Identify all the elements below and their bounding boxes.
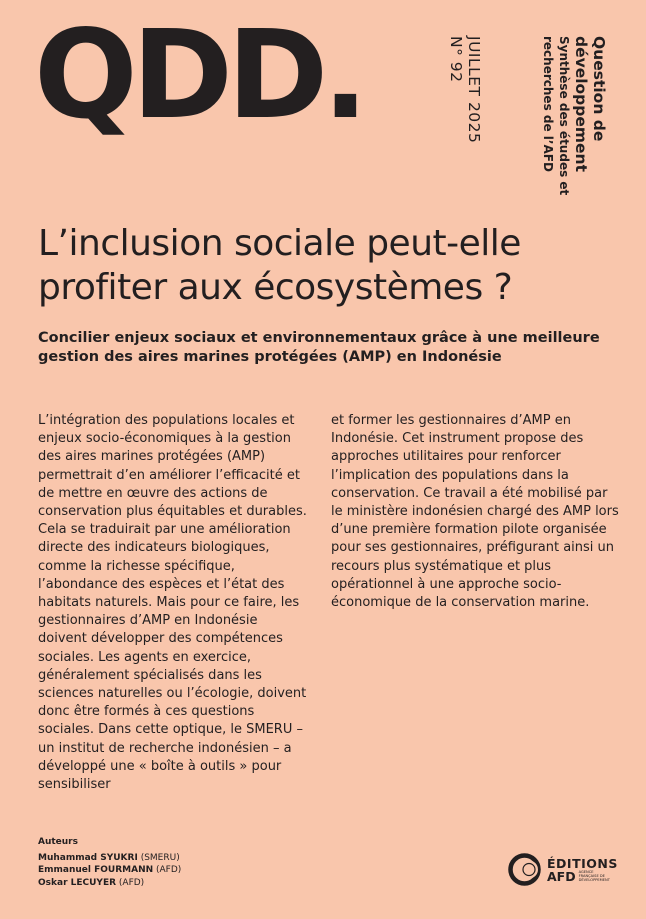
afd-ring-icon	[508, 853, 541, 886]
body-column-right: et former les gestionnaires d’AMP en Indonésie. Cet instrument propose des approches utilitaires pour renforcer l’implication des populations dans la conservation. Ce travail a été mobilisé par le ministère indonésien chargé des AMP lors d’une première formation pilote organisée pour ses gestionnaires, préfigurant ainsi un recours plus systématique et plus opérationnel à une approche socio-économique de la conservation marine.	[331, 413, 619, 611]
qdd-logo: QDD.	[34, 4, 363, 146]
publisher-tagline: AGENCE FRANÇAISE DE DÉVELOPPEMENT	[578, 870, 610, 882]
series-block	[540, 36, 608, 206]
author-name: Emmanuel FOURMANN	[38, 865, 154, 875]
authors-heading: Auteurs	[38, 837, 78, 847]
publisher-name-line2: AFD	[547, 868, 576, 884]
issue-date: JUILLET 2025	[465, 36, 483, 144]
series-title: Question de développement	[572, 36, 608, 172]
page-title: L’inclusion sociale peut-elle profiter aux écosystèmes ?	[38, 223, 521, 308]
series-subtitle: Synthèse des études et recherches de l’AFD	[541, 36, 571, 196]
issue-number: N° 92	[447, 36, 465, 83]
author-name: Muhammad SYUKRI	[38, 852, 138, 863]
authors-block	[38, 836, 181, 889]
author-row	[38, 852, 181, 865]
author-row	[38, 864, 181, 877]
publisher-name-line1: ÉDITIONS	[547, 855, 618, 871]
author-affiliation: (AFD)	[156, 865, 182, 875]
author-name: Oskar LECUYER	[38, 877, 117, 888]
author-affiliation: (SMERU)	[140, 852, 180, 863]
author-affiliation: (AFD)	[118, 877, 145, 888]
body-column-left: L’intégration des populations locales et enjeux socio-économiques à la gestion des aires marines protégées (AMP) permettrait d’en améliorer l’efficacité et de mettre en œuvre des actions de conservation plus équitables et durables. Cela se traduirait par une amélioration directe des indicateurs biologiques, comme la richesse spécifique, l’abondance des espèces et l’état des habitats naturels. Mais pour ce faire, les gestionnaires d’AMP en Indonésie doivent développer des compétences sociales. Les agents en exercice, généralement spécialisés dans les sciences naturelles ou l’écologie, doivent donc être formés à ces questions sociales. Dans cette optique, le SMERU – un institut de recherche indonésien – a développé une « boîte à outils » pour sensibiliser	[38, 413, 307, 793]
publisher-logo	[508, 853, 618, 886]
issue-block	[447, 36, 483, 176]
page-subtitle: Concilier enjeux sociaux et environnementaux grâce à une meilleure gestion des aires marines protégées (AMP) en Indonésie	[38, 330, 600, 365]
author-row	[38, 877, 181, 890]
